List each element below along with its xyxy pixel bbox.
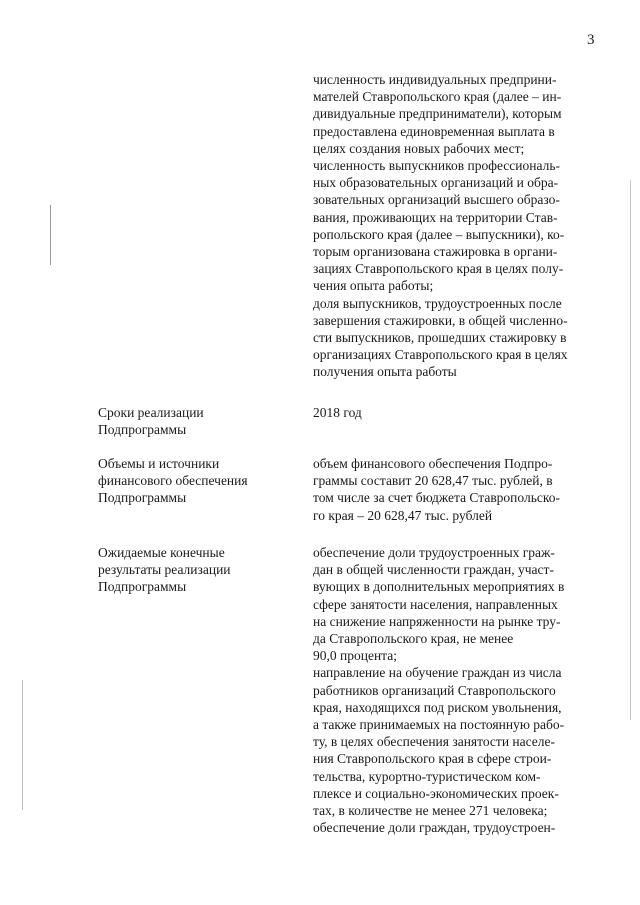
text-line: ропольского края (далее – выпускники), ко- xyxy=(313,226,565,242)
text-line: доля выпускников, трудоустроенных после xyxy=(313,295,562,311)
label-line: Сроки реализации xyxy=(98,405,204,420)
text-line: зовательных организаций высшего образо- xyxy=(313,192,560,208)
text-line: ных образовательных организаций и обра- xyxy=(313,175,559,191)
label-line: финансового обеспечения xyxy=(98,473,248,488)
text-line: тах, в количестве не менее 271 человека; xyxy=(313,803,548,819)
text-line: сфере занятости населения, направленных xyxy=(313,596,558,612)
results-value xyxy=(313,544,603,836)
text-line: целях создания новых рабочих мест; xyxy=(313,140,525,156)
text-line: обеспечение доли граждан, трудоустроен- xyxy=(313,820,556,836)
terms-value: 2018 год xyxy=(313,405,362,420)
text-line: торым организована стажировка в органи- xyxy=(313,244,558,260)
text-line: дан в общей численности граждан, участ- xyxy=(313,562,554,578)
indicators-block xyxy=(313,71,603,381)
label-line: Объемы и источники xyxy=(98,456,220,471)
scan-edge-mark xyxy=(630,180,631,720)
text-line: ту, в целях обеспечения занятости населе- xyxy=(313,734,556,750)
label-line: Ожидаемые конечные xyxy=(98,545,225,560)
text-line: вания, проживающих на территории Став- xyxy=(313,209,558,225)
funding-value xyxy=(313,455,603,524)
text-line: вующих в дополнительных мероприятиях в xyxy=(313,579,565,595)
page-number: 3 xyxy=(587,32,595,48)
text-line: дивидуальные предприниматели), которым xyxy=(313,106,562,122)
text-line: тельства, курортно-туристическом ком- xyxy=(313,768,541,784)
text-line: го края – 20 628,47 тыс. рублей xyxy=(313,507,493,523)
terms-label xyxy=(98,404,288,438)
text-line: организациях Ставропольского края в целях xyxy=(313,347,568,363)
text-line: объем финансового обеспечения Подпро- xyxy=(313,456,553,471)
text-line: направление на обучение граждан из числа xyxy=(313,665,562,681)
text-line: на снижение напряженности на рынке тру- xyxy=(313,613,561,629)
funding-label xyxy=(98,455,288,506)
text-line: численность выпускников профессиональ- xyxy=(313,158,560,174)
label-line: результаты реализации xyxy=(98,562,231,577)
text-line: мателей Ставропольского края (далее – ин- xyxy=(313,89,562,105)
text-line: завершения стажировки, в общей численно- xyxy=(313,312,568,328)
text-line: граммы составит 20 628,47 тыс. рублей, в xyxy=(313,473,553,489)
text-line: численность индивидуальных предприни- xyxy=(313,72,557,87)
scan-edge-mark xyxy=(50,205,51,265)
text-line: да Ставропольского края, не менее xyxy=(313,631,514,647)
text-line: предоставлена единовременная выплата в xyxy=(313,123,555,139)
text-line: обеспечение доли трудоустроенных граж- xyxy=(313,545,555,560)
text-line: чения опыта работы; xyxy=(313,278,434,294)
scan-edge-mark xyxy=(22,680,23,810)
text-line: том числе за счет бюджета Ставропольско- xyxy=(313,490,560,506)
text-line: плексе и социально-экономических проек- xyxy=(313,785,559,801)
text-line: сти выпускников, прошедших стажировку в xyxy=(313,330,567,346)
text-line: получения опыта работы xyxy=(313,364,457,380)
label-line: Подпрограммы xyxy=(98,490,187,505)
text-line: 90,0 процента; xyxy=(313,648,397,664)
label-line: Подпрограммы xyxy=(98,579,187,594)
results-label xyxy=(98,544,288,595)
text-line: зациях Ставропольского края в целях полу- xyxy=(313,261,564,277)
text-line: работников организаций Ставропольского xyxy=(313,682,556,698)
label-line: Подпрограммы xyxy=(98,422,187,437)
text-line: а также принимаемых на постоянную рабо- xyxy=(313,717,565,733)
text-line: ния Ставропольского края в сфере строи- xyxy=(313,751,552,767)
text-line: края, находящихся под риском увольнения, xyxy=(313,699,562,715)
